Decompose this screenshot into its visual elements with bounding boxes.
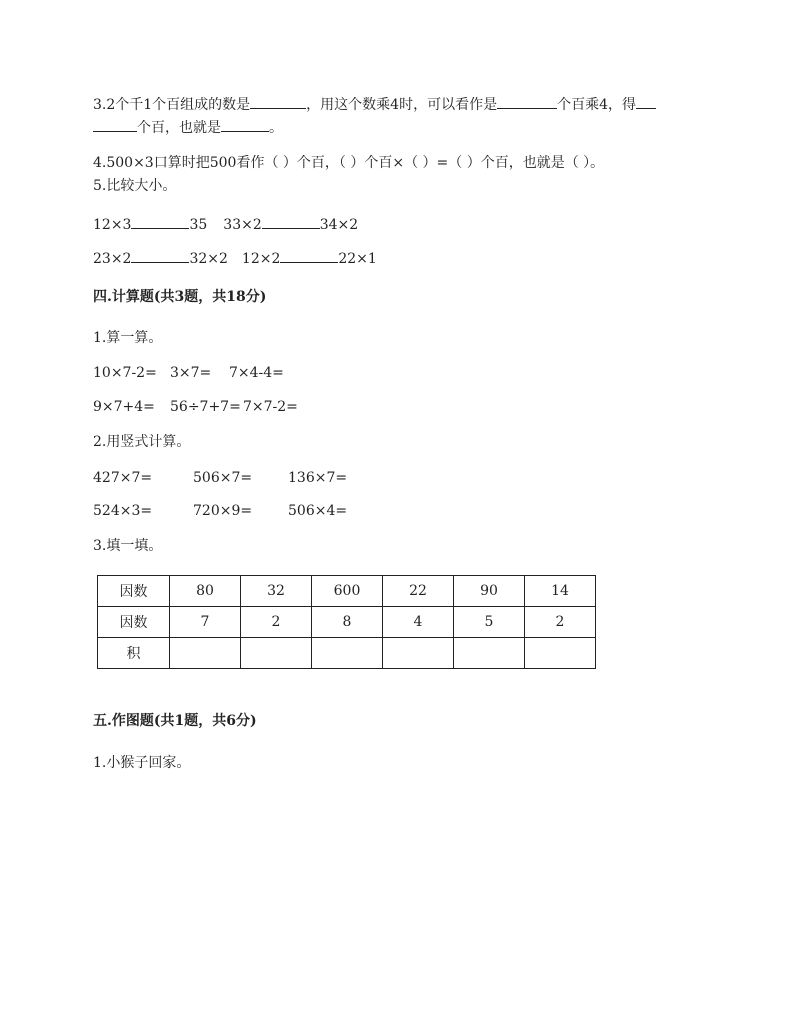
vertical-calc-row-2 [93,502,347,520]
table-row [98,638,596,669]
q3-text-4: 个百，也就是 [137,120,221,136]
question-4: 4.500×3口算时把500看作（ ）个百，（ ）个百×（ ）=（ ）个百，也就是（ ）。 [93,155,605,171]
compare-left: 23×2 [93,251,132,267]
calc-item: 10×7-2= [93,365,157,381]
calc-row-1 [93,364,284,382]
question-3-line-1 [93,94,656,114]
table-cell: 14 [525,576,596,607]
table-cell: 90 [454,576,525,607]
section-5-heading: 五.作图题(共1题，共6分) [93,713,257,729]
answer-blank [280,248,338,263]
section-5-q1-title: 1.小猴子回家。 [93,755,191,771]
answer-cell [312,638,383,669]
compare-left: 12×2 [241,251,281,267]
answer-cell [241,638,312,669]
question-3-line-2 [93,117,283,137]
q3-text-2: ，用这个数乘4时，可以看作是 [306,97,498,113]
q3-text-5: 。 [269,120,283,136]
answer-blank [636,94,656,109]
answer-blank [497,94,557,109]
calc-row-2 [93,398,298,416]
section-4-q3-title: 3.填一填。 [93,538,163,554]
table-cell: 5 [454,607,525,638]
calc-item: 7×4-4= [229,365,284,381]
calc-item: 56÷7+7= [170,399,241,415]
table-cell: 32 [241,576,312,607]
answer-cell [170,638,241,669]
table-cell: 22 [383,576,454,607]
row-label: 积 [98,638,170,669]
calc-item: 506×7= [193,470,253,486]
compare-right: 32×2 [189,251,228,267]
calc-item: 7×7-2= [243,399,298,415]
q3-text-1: 3.2个千1个百组成的数是 [93,97,251,113]
table-cell: 600 [312,576,383,607]
fill-table [97,575,596,669]
table-cell: 80 [170,576,241,607]
answer-cell [525,638,596,669]
calc-item: 3×7= [170,365,212,381]
answer-blank [93,117,137,132]
answer-cell [383,638,454,669]
calc-item: 720×9= [193,503,253,519]
table-row [98,576,596,607]
question-5-title: 5.比较大小。 [93,178,177,194]
table-row [98,607,596,638]
table-cell: 7 [170,607,241,638]
answer-blank [131,214,189,229]
answer-cell [454,638,525,669]
table-cell: 8 [312,607,383,638]
row-label: 因数 [98,576,170,607]
calc-item: 136×7= [288,470,348,486]
answer-blank [221,117,269,132]
compare-right: 34×2 [319,217,359,233]
section-4-heading: 四.计算题(共3题，共18分) [93,289,267,305]
answer-blank [131,248,189,263]
answer-blank [262,214,320,229]
compare-row-2 [93,248,377,268]
compare-row-1 [93,214,358,234]
vertical-calc-row-1 [93,469,347,487]
calc-item: 506×4= [288,503,348,519]
calc-item: 427×7= [93,470,153,486]
compare-left: 33×2 [223,217,262,233]
table-cell: 2 [525,607,596,638]
compare-right: 22×1 [338,251,377,267]
compare-right: 35 [189,217,208,233]
section-4-q2-title: 2.用竖式计算。 [93,434,191,450]
answer-blank [250,94,306,109]
table-cell: 4 [383,607,454,638]
row-label: 因数 [98,607,170,638]
calc-item: 9×7+4= [93,399,155,415]
compare-left: 12×3 [93,217,132,233]
calc-item: 524×3= [93,503,153,519]
table-cell: 2 [241,607,312,638]
section-4-q1-title: 1.算一算。 [93,330,163,346]
q3-text-3: 个百乘4，得 [557,97,637,113]
